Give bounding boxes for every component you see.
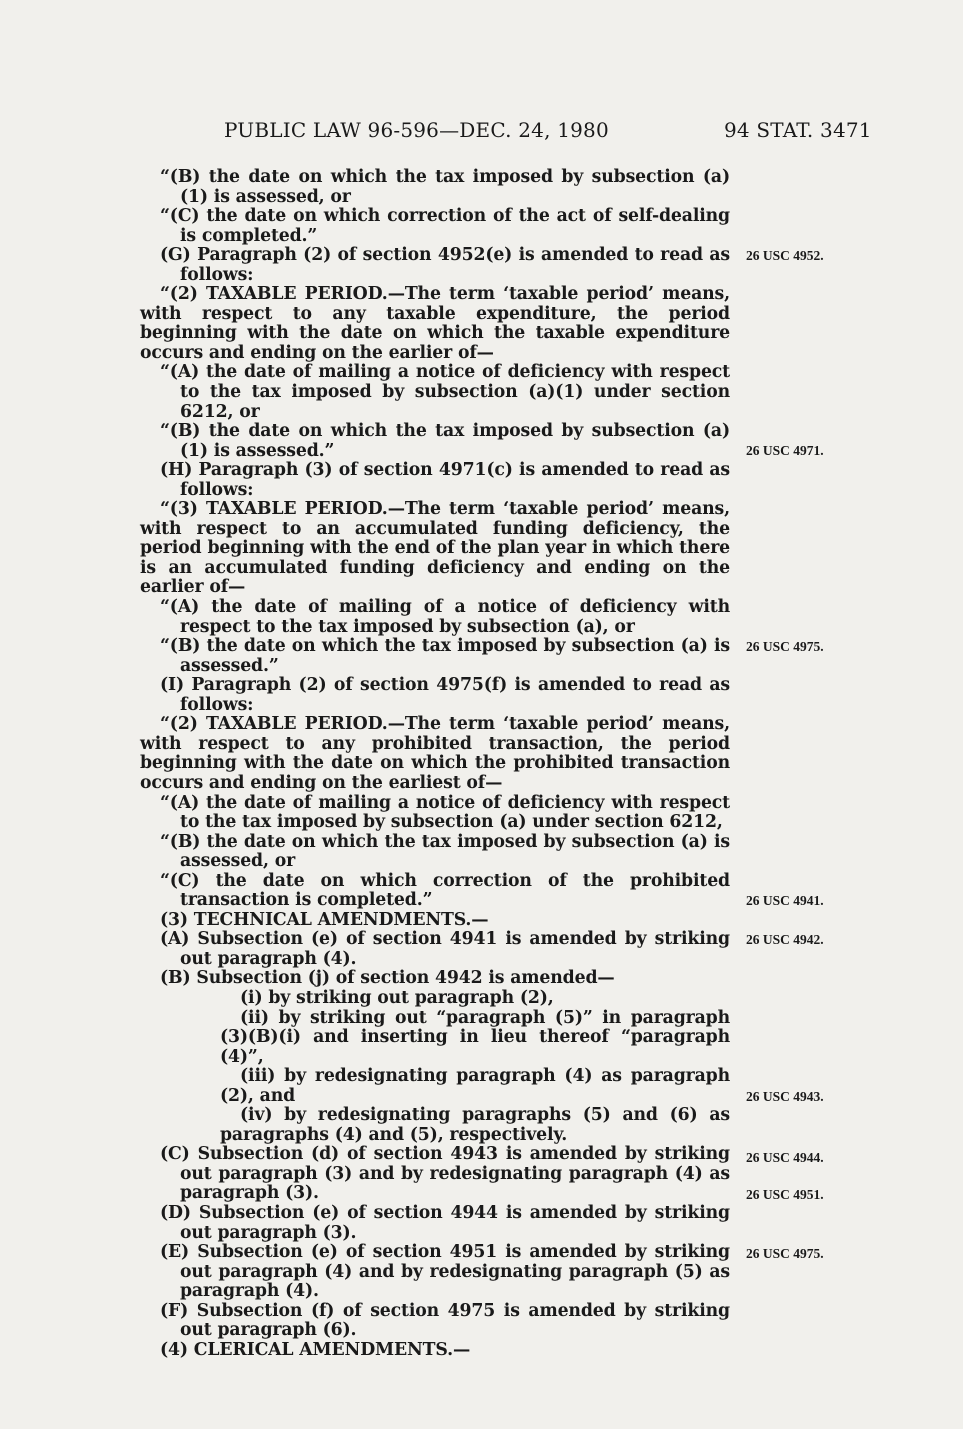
margin-citation: 26 USC 4943. [746,1089,824,1104]
margin-citation: 26 USC 4944. [746,1150,824,1165]
paragraph: “(C) the date on which correction of the prohibited transaction is completed.” [160,870,730,911]
subheading: (3) TECHNICAL AMENDMENTS.— [160,909,489,930]
paragraph: “(3) TAXABLE PERIOD.—The term ‘taxable period’ means, with respect to an accumulated funding deficiency, the period beginning with the end of the plan year in which there is an accumulated funding deficiency and ending on the earlier of— [140,499,730,598]
defined-term: TAXABLE PERIOD. [206,714,388,735]
paragraph: (C) Subsection (d) of section 4943 is amended by striking out paragraph (3) and by redesignating paragraph (4) as paragraph (3). [160,1144,730,1204]
margin-citation: 26 USC 4942. [746,932,824,947]
margin-citation: 26 USC 4941. [746,893,824,908]
paragraph: (D) Subsection (e) of section 4944 is amended by striking out paragraph (3). [160,1202,730,1243]
paragraph: “(2) TAXABLE PERIOD.—The term ‘taxable period’ means, with respect to any taxable expenditure, the period beginning with the date on which the taxable expenditure occurs and ending on the earlier of— [140,284,730,363]
paragraph: “(A) the date of mailing of a notice of deficiency with respect to the tax imposed by subsection (a), or [160,597,730,637]
paragraph: (E) Subsection (e) of section 4951 is amended by striking out paragraph (4) and by redesignating paragraph (5) as paragraph (4). [160,1242,730,1302]
paragraph: “(A) the date of mailing a notice of deficiency with respect to the tax imposed by subsection (a)(1) under section 6212, or [160,362,730,422]
running-header-page: 94 STAT. 3471 [724,118,872,142]
body-text [140,168,730,1360]
margin-citation: 26 USC 4975. [746,639,824,654]
defined-term: TAXABLE PERIOD. [206,499,388,520]
paragraph: (A) Subsection (e) of section 4941 is amended by striking out paragraph (4). [160,929,730,969]
paragraph: (i) by striking out paragraph (2), [240,987,554,1008]
margin-citation: 26 USC 4975. [746,1246,824,1261]
paragraph: (iv) by redesignating paragraphs (5) and (6) as paragraphs (4) and (5), respectively. [220,1105,730,1145]
paragraph: “(B) the date on which the tax imposed by subsection (a) is assessed.” [160,636,730,676]
running-header-title: PUBLIC LAW 96-596—DEC. 24, 1980 [224,118,609,142]
paragraph: (ii) by striking out “paragraph (5)” in paragraph (3)(B)(i) and inserting in lieu thereof “paragraph (4)”, [220,1007,730,1067]
paragraph: “(A) the date of mailing a notice of deficiency with respect to the tax imposed by subsection (a) under section 6212, [160,792,730,833]
paragraph: (H) Paragraph (3) of section 4971(c) is amended to read as follows: [160,460,730,500]
paragraph: “(2) TAXABLE PERIOD.—The term ‘taxable period’ means, with respect to any prohibited transaction, the period beginning with the date on which the prohibited transaction occurs and ending on the earliest of— [140,714,730,793]
margin-citation: 26 USC 4971. [746,443,824,458]
paragraph: (G) Paragraph (2) of section 4952(e) is amended to read as follows: [160,245,730,285]
margin-citation: 26 USC 4951. [746,1187,824,1202]
paragraph: “(B) the date on which the tax imposed by subsection (a)(1) is assessed, or [160,167,730,207]
paragraph: “(B) the date on which the tax imposed by subsection (a)(1) is assessed.” [160,421,730,461]
defined-term: TAXABLE PERIOD. [206,284,388,305]
paragraph: (F) Subsection (f) of section 4975 is amended by striking out paragraph (6). [160,1300,730,1341]
paragraph: “(B) the date on which the tax imposed by subsection (a) is assessed, or [160,831,730,872]
paragraph: (B) Subsection (j) of section 4942 is amended— [160,968,615,989]
paragraph: “(C) the date on which correction of the act of self-dealing is completed.” [160,206,730,246]
paragraph: (I) Paragraph (2) of section 4975(f) is amended to read as follows: [160,675,730,715]
subheading: (4) CLERICAL AMENDMENTS.— [160,1339,471,1360]
paragraph: (iii) by redesignating paragraph (4) as paragraph (2), and [220,1066,730,1106]
margin-citation: 26 USC 4952. [746,248,824,263]
